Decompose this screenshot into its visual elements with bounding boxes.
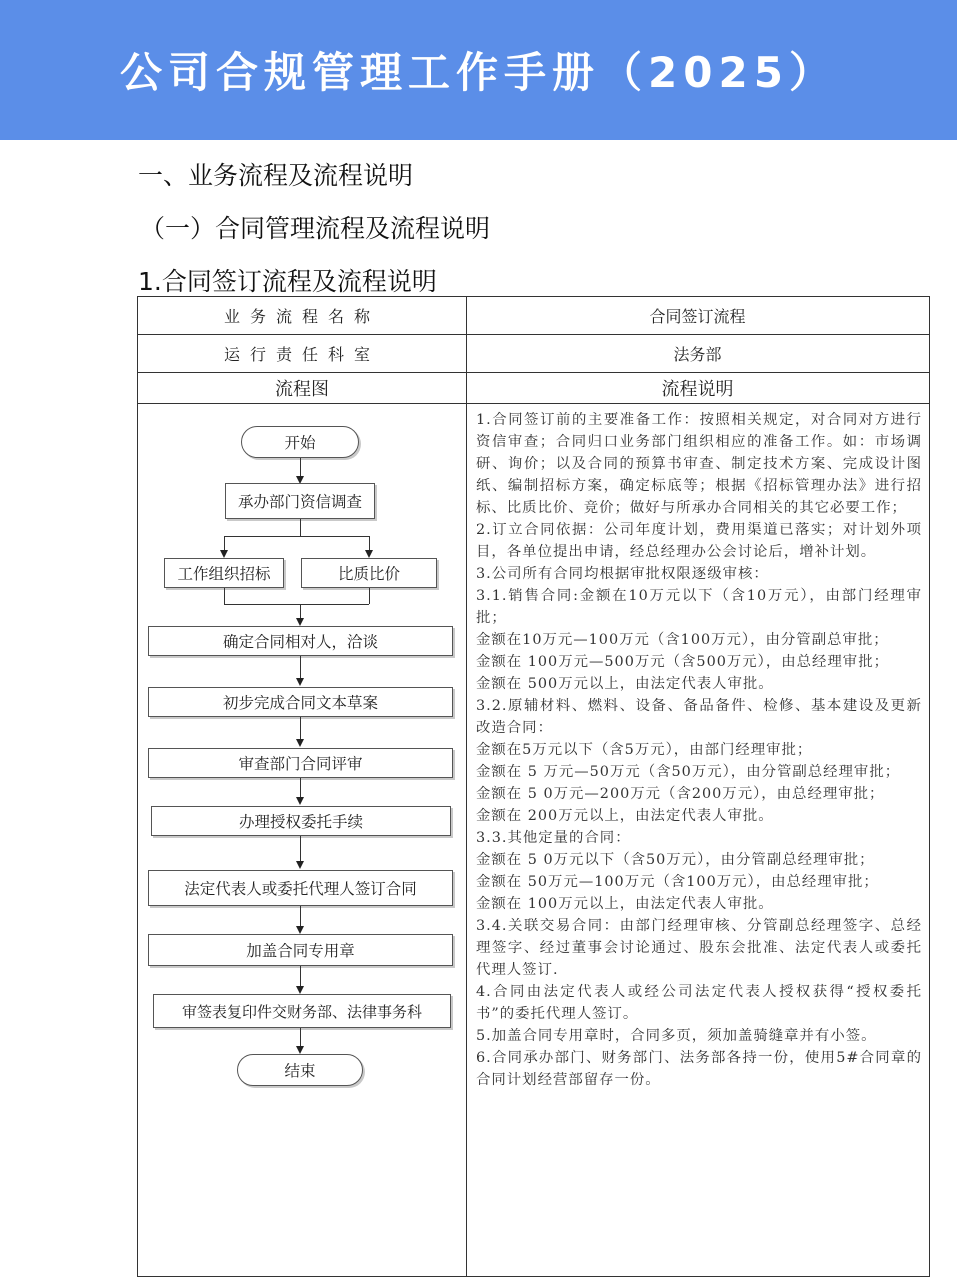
description-paragraph: 1.合同签订前的主要准备工作：按照相关规定，对合同对方进行资信审查；合同归口业务部门组织相应的准备工作。如：市场调研、询价；以及合同的预算书审查、制定技术方案、完成设计图纸、编制招标方案，确定标底等；根据《招标管理办法》进行招标、比质比价、竞价；做好与所承办合同相关的其它必要工作； — [476, 412, 922, 516]
flow-connector — [224, 588, 225, 604]
flow-branch-line — [224, 536, 369, 537]
description-paragraph: 3.1.销售合同:金额在10万元以下（含10万元），由部门经理审批； — [476, 588, 922, 626]
flow-connector — [300, 836, 301, 861]
flow-connector — [300, 1028, 301, 1046]
flow-merge-line — [224, 604, 369, 605]
flow-connector — [224, 536, 225, 550]
title-banner — [0, 0, 957, 140]
flowchart — [138, 404, 466, 1276]
section-heading: 一、业务流程及流程说明 — [138, 161, 414, 190]
process-description — [476, 409, 922, 1091]
flow-connector — [369, 536, 370, 550]
description-paragraph: 金额在 5 0万元—200万元（含200万元），由总经理审批； — [476, 786, 885, 802]
description-paragraph: 金额在 500万元以上，由法定代表人审批。 — [476, 676, 774, 692]
flow-arrow — [296, 1046, 304, 1054]
flow-connector — [300, 778, 301, 797]
flow-arrow — [365, 550, 373, 558]
flow-step-archive: 审签表复印件交财务部、法律事务科 — [153, 994, 451, 1028]
flow-arrow — [296, 986, 304, 994]
flow-arrow — [296, 926, 304, 934]
flow-arrow — [296, 797, 304, 805]
description-paragraph: 4.合同由法定代表人或经公司法定代表人授权获得“授权委托书”的委托代理人签订。 — [476, 984, 922, 1022]
flow-connector — [300, 717, 301, 739]
flow-connector — [300, 519, 301, 536]
process-table — [137, 296, 930, 1277]
flow-arrow — [220, 550, 228, 558]
process-name-label: 业务流程名称 — [223, 307, 380, 326]
flow-connector — [300, 656, 301, 678]
flow-step-draft: 初步完成合同文本草案 — [148, 687, 453, 717]
flow-connector — [369, 588, 370, 604]
department-value: 法务部 — [673, 344, 722, 364]
description-paragraph: 金额在 100万元—500万元（含500万元），由总经理审批； — [476, 654, 889, 670]
table-column-divider — [466, 297, 467, 1276]
description-paragraph: 6.合同承办部门、财务部门、法务部各持一份，使用5#合同章的合同计划经营部留存一份。 — [476, 1050, 922, 1088]
flow-arrow — [296, 618, 304, 626]
description-paragraph: 5.加盖合同专用章时，合同多页，须加盖骑缝章并有小签。 — [476, 1028, 877, 1044]
description-paragraph: 3.3.其他定量的合同： — [476, 830, 631, 846]
description-paragraph: 2.订立合同依据：公司年度计划，费用渠道已落实；对计划外项目，各单位提出申请，经总经理办公会讨论后，增补计划。 — [476, 522, 922, 560]
description-column-header: 流程说明 — [661, 378, 734, 400]
flow-start: 开始 — [241, 426, 359, 458]
flow-step-price-compare: 比质比价 — [301, 558, 437, 588]
description-paragraph: 3.公司所有合同均根据审批权限逐级审核： — [476, 566, 769, 582]
flow-step-signing: 法定代表人或委托代理人签订合同 — [148, 870, 453, 906]
department-label: 运行责任科室 — [223, 344, 380, 364]
flowchart-column-header: 流程图 — [275, 378, 329, 400]
flow-step-credit-check: 承办部门资信调查 — [225, 483, 375, 519]
flow-arrow — [296, 861, 304, 869]
description-paragraph: 金额在10万元—100万元（含100万元），由分管副总审批； — [476, 632, 889, 648]
subsection-heading: （一）合同管理流程及流程说明 — [140, 214, 491, 243]
flow-step-review: 审查部门合同评审 — [148, 748, 453, 778]
process-name-value: 合同签订流程 — [649, 307, 746, 326]
flow-connector — [300, 906, 301, 926]
flow-step-seal: 加盖合同专用章 — [148, 934, 453, 966]
process-heading: 1.合同签订流程及流程说明 — [138, 267, 437, 296]
description-paragraph: 金额在 5 0万元以下（含50万元），由分管副总经理审批； — [476, 852, 875, 868]
description-paragraph: 3.2.原辅材料、燃料、设备、备品备件、检修、基本建设及更新改造合同： — [476, 698, 922, 736]
flow-connector — [300, 604, 301, 618]
flow-step-tender: 工作组织招标 — [164, 558, 284, 588]
page-title: 公司合规管理工作手册（2025） — [120, 48, 837, 97]
flow-connector — [300, 966, 301, 986]
description-paragraph: 金额在 50万元—100万元（含100万元），由总经理审批； — [476, 874, 879, 890]
flow-step-authorization: 办理授权委托手续 — [151, 806, 451, 836]
flow-arrow — [296, 678, 304, 686]
flow-arrow — [296, 739, 304, 747]
flow-end: 结束 — [237, 1054, 363, 1086]
flow-step-negotiation: 确定合同相对人，洽谈 — [148, 626, 453, 656]
description-paragraph: 金额在 100万元以上，由法定代表人审批。 — [476, 896, 774, 912]
description-paragraph: 3.4.关联交易合同：由部门经理审核、分管副总经理签字、总经理签字、经过董事会讨论通过、股东会批准、法定代表人或委托代理人签订. — [476, 918, 922, 978]
description-paragraph: 金额在5万元以下（含5万元），由部门经理审批； — [476, 742, 813, 758]
description-paragraph: 金额在 200万元以上，由法定代表人审批。 — [476, 808, 774, 824]
description-paragraph: 金额在 5 万元—50万元（含50万元），由分管副总经理审批； — [476, 764, 901, 780]
